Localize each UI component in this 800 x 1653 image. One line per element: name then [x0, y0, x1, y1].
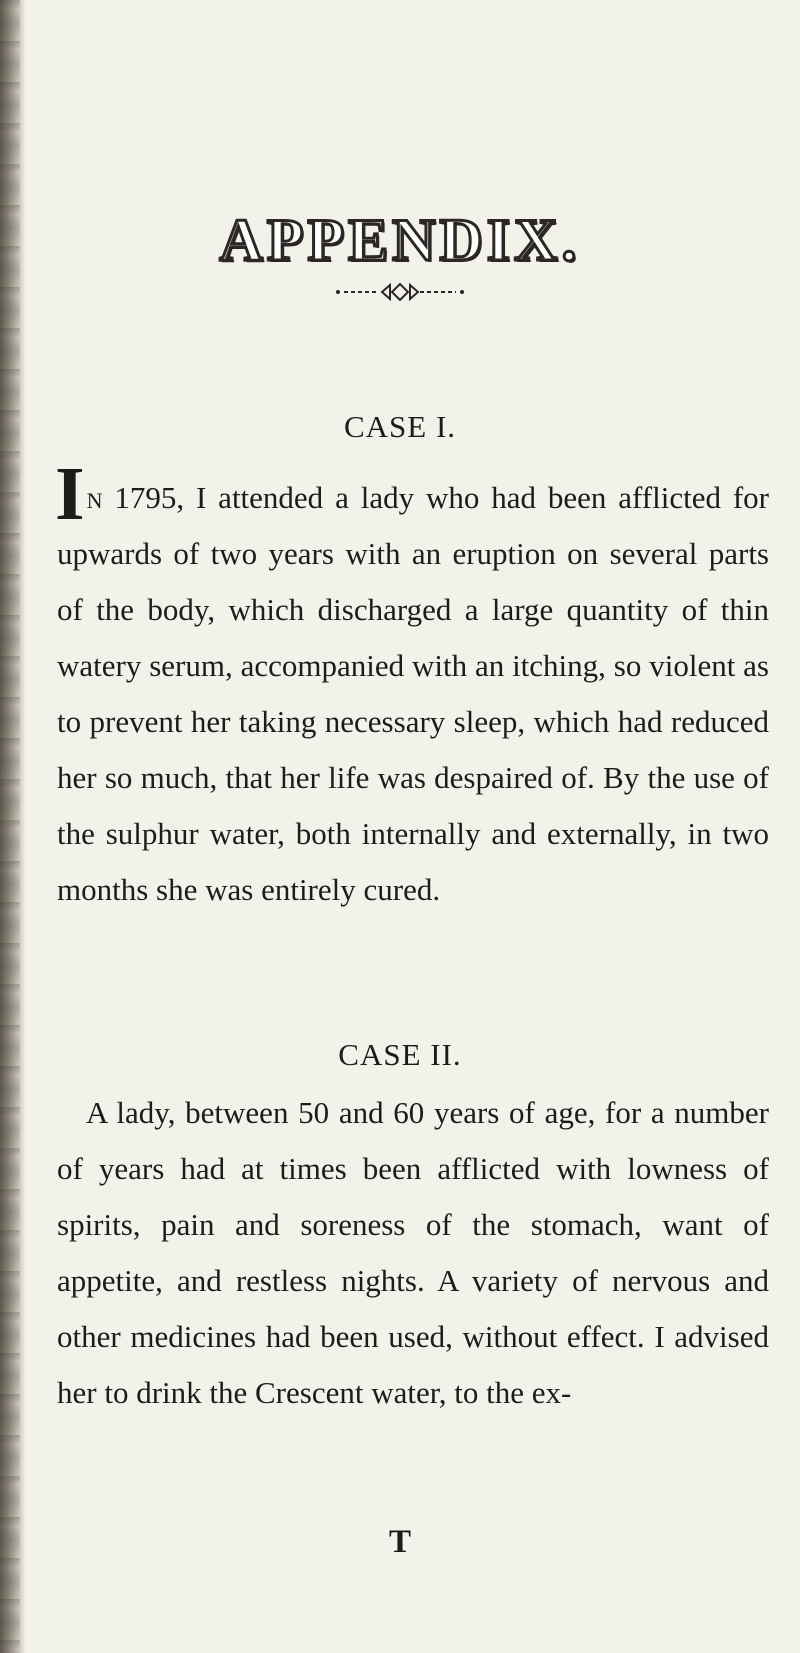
- case-one-paragraph: [55, 452, 769, 918]
- case-two-heading: CASE II.: [338, 1037, 462, 1072]
- case-one-body: 1795, I attended a lady who had been afflicted for upwards of two years with an eruption on several parts of the body, which discharged a large quantity of thin watery serum, accompanied with an itching, so violent as to prevent her taking necessary sleep, which had reduced her so much, that her life was despaired of. By the use of the sulphur water, both internally and externally, in two months she was entirely cured.: [57, 480, 769, 907]
- drop-cap: I: [55, 452, 85, 536]
- signature-mark: T: [388, 1524, 411, 1560]
- lead-word: n: [86, 480, 103, 515]
- appendix-title: APPENDIX.: [219, 207, 581, 273]
- case-one-heading: CASE I.: [343, 409, 457, 444]
- ornament-divider-icon: [320, 279, 480, 301]
- case-two-paragraph: A lady, between 50 and 60 years of age, for a number of years had at times been afflicted with lowness of spirits, pain and soreness of the stomach, want of appetite, and restless nights. A variety of nervous and other medicines had been used, without effect. I advised her to drink the Crescent water, to the ex-: [57, 1095, 769, 1410]
